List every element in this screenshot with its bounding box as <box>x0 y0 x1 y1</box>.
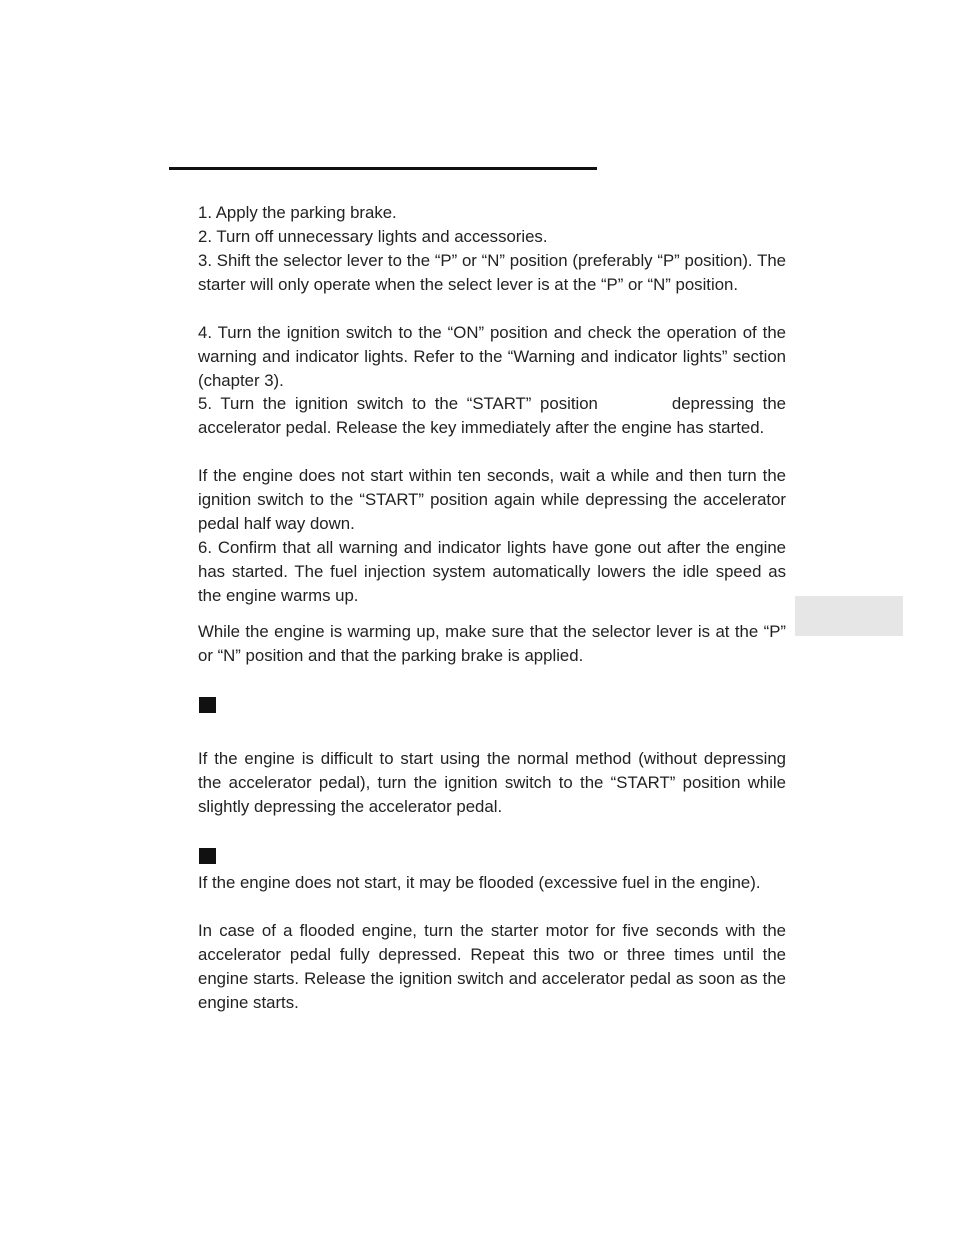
step-3: 3. Shift the selector lever to the “P” or “N” position (preferably “P” position). The starter will only operate when the select lever is at the “P” or “N” position. <box>198 251 786 294</box>
chapter-tab <box>795 596 903 636</box>
step-1: 1. Apply the parking brake. <box>198 203 397 222</box>
flooded-paragraph-1: If the engine does not start, it may be flooded (excessive fuel in the engine). <box>198 873 761 892</box>
heading-rule <box>169 167 597 170</box>
step-5-part-a: 5. Turn the ignition switch to the “START” position <box>198 394 598 413</box>
section-marker-square <box>199 697 216 713</box>
step-2: 2. Turn off unnecessary lights and accessories. <box>198 227 548 246</box>
flooded-paragraph-2: In case of a flooded engine, turn the starter motor for five seconds with the accelerator pedal fully depressed. Repeat this two or three times until the engine starts. Release the ignition switch and accelerator pedal as soon as the engine starts. <box>198 921 786 1012</box>
section-marker-square <box>199 848 216 864</box>
warming-note: While the engine is warming up, make sure that the selector lever is at the “P” or “N” position and that the parking brake is applied. <box>198 622 786 665</box>
step-5-part-b: depressing the accelerator pedal. Release the key immediately after the engine has started. <box>198 394 786 437</box>
hard-start-paragraph: If the engine is difficult to start using the normal method (without depressing the accelerator pedal), turn the ignition switch to the “START” position while slightly depressing the accelerator pedal. <box>198 749 786 816</box>
step-4: 4. Turn the ignition switch to the “ON” position and check the operation of the warning and indicator lights. Refer to the “Warning and indicator lights” section (chapter 3). <box>198 323 786 390</box>
step-5-retry: If the engine does not start within ten seconds, wait a while and then turn the ignition switch to the “START” position again while depressing the accelerator pedal half way down. <box>198 466 786 533</box>
step-6: 6. Confirm that all warning and indicator lights have gone out after the engine has started. The fuel injection system automatically lowers the idle speed as the engine warms up. <box>198 538 786 605</box>
step-5 <box>198 392 786 440</box>
